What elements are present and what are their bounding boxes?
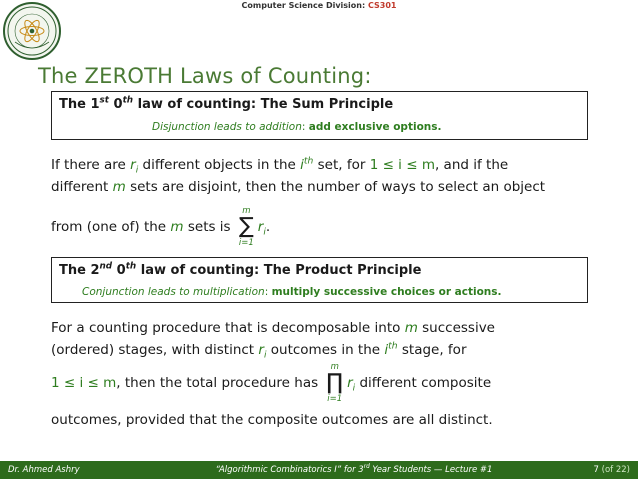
course-code: CS301: [367, 1, 397, 10]
footer-page-number: 7 (of 22): [593, 465, 630, 475]
block-title: The 2nd 0th law of counting: The Product Principle: [59, 261, 422, 278]
sum-principle-text-line-3: from (one of) the m sets is m ∑ i=1 $r_i$.: [51, 206, 271, 248]
atom-emblem-icon: [6, 5, 58, 57]
header-division: Computer Science Division:: [241, 1, 366, 10]
product-principle-text-line-1: For a counting procedure that is decomposable into m successive: [51, 320, 495, 336]
product-principle-block: [51, 257, 588, 303]
sum-principle-text-line-1: If there are $r_i$ different objects in the $i^{th}$ set, for 1 ≤ i ≤ m, and if the: [51, 155, 509, 176]
block-subtitle: Disjunction leads to addition: add exclusive options.: [152, 121, 442, 133]
block-title: The 1st 0th law of counting: The Sum Principle: [59, 95, 394, 112]
footer-bar: [0, 461, 638, 479]
footer-author: Dr. Ahmed Ashry: [8, 465, 80, 475]
faculty-logo: [3, 2, 61, 60]
sum-principle-text-line-2: different m sets are disjoint, then the number of ways to select an object: [51, 179, 546, 195]
product-principle-text-line-3: 1 ≤ i ≤ m, then the total procedure has m ∏ i=1 $r_i$ different composite: [51, 362, 492, 404]
sum-principle-block: [51, 91, 588, 140]
product-symbol: m ∏ i=1: [326, 362, 344, 404]
block-subtitle: Conjunction leads to multiplication: multiply successive choices or actions.: [82, 286, 502, 298]
header-bar: [0, 0, 638, 16]
footer-lecture-title: “Algorithmic Combinatorics I” for 3rd Year Students — Lecture #1: [215, 464, 493, 475]
product-principle-text-line-2: (ordered) stages, with distinct $r_i$ outcomes in the $i^{th}$ stage, for: [51, 340, 467, 361]
product-principle-text-line-4: outcomes, provided that the composite outcomes are all distinct.: [51, 412, 493, 428]
summation-symbol: m ∑ i=1: [238, 206, 254, 248]
frame-title: The ZEROTH Laws of Counting:: [38, 64, 372, 88]
